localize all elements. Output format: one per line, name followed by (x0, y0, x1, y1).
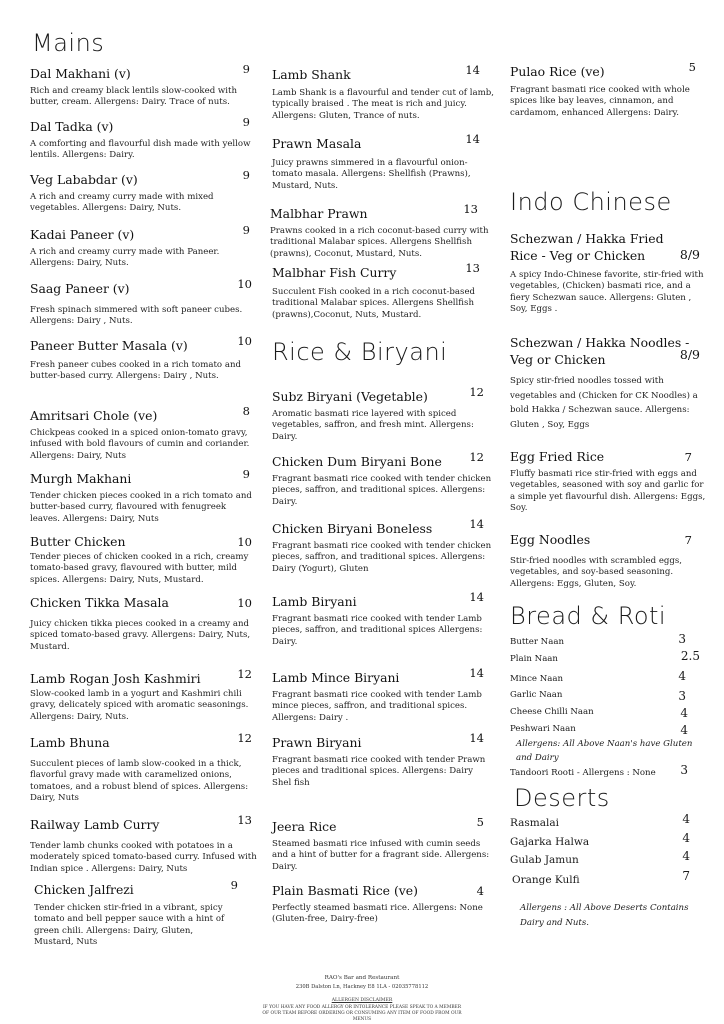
item-description: Juicy chicken tikka pieces cooked in a creamy and spiced tomato-based gravy. Allergens: Dairy, Nuts, Mustard. (30, 619, 251, 652)
item-price: 9 (242, 223, 250, 237)
indo-chinese-title: Indo Chinese (510, 188, 672, 216)
dessert-name: Orange Kulfi (512, 874, 580, 886)
bread-price: 3 (678, 689, 686, 703)
naan-allergen-note: Allergens: All Above Naan's have Gluten and Dairy (516, 739, 693, 763)
item-price: 9 (242, 62, 250, 76)
item-description: Perfectly steamed basmati rice. Allergens: None (Gluten-free, Dairy-free) (272, 903, 483, 925)
item-description: Steamed basmati rice infused with cumin seeds and a hint of butter for a fragrant side. Allergens: Dairy. (272, 839, 490, 872)
dessert-name: Gulab Jamun (510, 854, 579, 866)
item-description: A comforting and flavourful dish made with yellow lentils. Allergens: Dairy. (30, 139, 251, 161)
item-name: Schezwan / Hakka Noodles - Veg or Chicken (510, 335, 690, 367)
item-name: Chicken Jalfrezi (34, 882, 134, 897)
item-price: 9 (242, 467, 250, 481)
item-description: Succulent Fish cooked in a rich coconut-based traditional Malabar spices. Allergens Shellfish (prawns),Coconut, Nuts, Mustard. (272, 287, 476, 320)
item-price: 13 (463, 202, 478, 216)
footer (262, 974, 462, 1023)
bread-price: 4 (678, 669, 686, 683)
item-price: 10 (237, 277, 252, 291)
item-name: Schezwan / Hakka Fried Rice - Veg or Chicken (510, 231, 664, 263)
item-price: 9 (230, 878, 238, 892)
item-description: A spicy Indo-Chinese favorite, stir-fried with vegetables, (Chicken) basmati rice, and a fiery Schezwan sauce. Allergens: Gluten , Soy, Eggs . (510, 270, 704, 315)
item-name: Lamb Shank (272, 67, 351, 82)
bread-name: Garlic Naan (510, 690, 563, 700)
dessert-price: 7 (682, 869, 690, 883)
bread-name: Cheese Chilli Naan (510, 707, 594, 717)
item-description: Fresh spinach simmered with soft paneer cubes. Allergens: Dairy , Nuts. (30, 305, 243, 327)
bread-name: Mince Naan (510, 674, 564, 684)
item-description: Tender chicken pieces cooked in a rich tomato and butter-based curry, flavoured with fenugreek leaves. Allergens: Dairy, Nuts (30, 491, 252, 524)
menu-item (30, 534, 258, 586)
item-price: 7 (684, 450, 692, 464)
item-price: 8 (242, 404, 250, 418)
item-price: 10 (237, 535, 252, 549)
menu-item (30, 334, 258, 383)
item-name: Subz Biryani (Vegetable) (272, 389, 428, 404)
item-price: 13 (465, 261, 480, 275)
item-description: A rich and creamy curry made with mixed vegetables. Allergens: Dairy, Nuts. (30, 192, 214, 214)
menu-item (272, 731, 494, 789)
bread-item (510, 723, 700, 737)
bread-item (510, 669, 700, 687)
menu-item (272, 261, 494, 321)
item-description: Fragrant basmati rice cooked with tender chicken pieces, saffron, and traditional spices. Allergens: Dairy. (272, 474, 492, 507)
menu-item (30, 467, 258, 525)
dessert-price: 4 (682, 831, 690, 845)
bread-price: 4 (680, 723, 688, 737)
item-price: 12 (237, 731, 252, 745)
menu-item (510, 230, 706, 316)
item-name: Chicken Dum Biryani Bone (272, 454, 442, 469)
item-description: Tender lamb chunks cooked with potatoes in a moderately spiced tomato-based curry. Infused with Indian spice . Allergens: Dairy, Nuts (30, 841, 257, 874)
menu-item (270, 202, 492, 260)
item-price: 13 (237, 813, 252, 827)
item-name: Pulao Rice (ve) (510, 64, 605, 79)
bread-price: 3 (678, 632, 686, 646)
item-description: Lamb Shank is a flavourful and tender cut of lamb, typically braised . The meat is rich and juicy. Allergens: Gluten, Trance of nuts. (272, 88, 494, 121)
item-name: Lamb Mince Biryani (272, 670, 400, 685)
rice-biryani-title: Rice & Biryani (272, 338, 448, 366)
menu-item (510, 60, 706, 119)
menu-item (510, 532, 706, 590)
item-description: A rich and creamy curry made with Paneer. Allergens: Dairy, Nuts. (30, 247, 220, 269)
item-name: Amritsari Chole (ve) (30, 408, 158, 423)
bread-name: Butter Naan (510, 637, 564, 647)
menu-item (272, 883, 494, 926)
desert-allergen-note: Allergens : All Above Deserts Contains Dairy and Nuts. (520, 903, 689, 928)
dessert-name: Rasmalai (510, 817, 559, 829)
item-price: 5 (476, 815, 484, 829)
menu-item (30, 595, 258, 653)
item-description: Fragrant basmati rice cooked with whole spices like bay leaves, cinnamon, and cardamom, enhanced Allergens: Dairy. (510, 85, 690, 118)
item-price: 12 (237, 667, 252, 681)
item-name: Saag Paneer (v) (30, 281, 130, 296)
item-price: 12 (469, 385, 484, 399)
bread-item (510, 649, 700, 667)
item-name: Plain Basmati Rice (ve) (272, 883, 418, 898)
menu-item (30, 168, 258, 215)
menu-item (30, 731, 258, 805)
item-price: 14 (469, 517, 484, 531)
item-description: Fragrant basmati rice cooked with tender chicken pieces, saffron, and traditional spices. Allergens: Dairy (Yogurt), Gluten (272, 541, 492, 574)
dessert-item (510, 812, 690, 832)
item-name: Egg Noodles (510, 532, 591, 547)
item-price: 14 (465, 132, 480, 146)
menu-item (510, 334, 706, 432)
bread-name: Peshwari Naan (510, 724, 576, 734)
dessert-price: 4 (682, 812, 690, 826)
item-name: Veg Lababdar (v) (30, 172, 138, 187)
menu-item (30, 223, 258, 270)
dessert-item (510, 831, 690, 851)
item-name: Butter Chicken (30, 534, 126, 549)
allergen-disclaimer-text: IF YOU HAVE ANY FOOD ALLERGY OR INTOLERANCE PLEASE SPEAK TO A MEMBER OF OUR TEAM BEFORE ORDERING OR CONSUMING ANY ITEM OF FOOD FROM OUR MENUS (262, 1005, 462, 1022)
item-description: Stir-fried noodles with scrambled eggs, vegetables, and soy-based seasoning. Allergens: Eggs, Gluten, Soy. (510, 556, 683, 589)
bread-item (510, 763, 700, 781)
item-description: Fresh paneer cubes cooked in a rich tomato and butter-based curry. Allergens: Dairy , Nuts. (30, 360, 241, 382)
restaurant-name: RAO's Bar and Restaurant (324, 975, 400, 981)
bread-item (510, 689, 700, 703)
item-name: Jeera Rice (272, 819, 337, 834)
item-price: 4 (476, 884, 484, 898)
bread-item (510, 706, 700, 720)
menu-item (30, 813, 258, 875)
item-price: 12 (469, 450, 484, 464)
item-name: Prawn Biryani (272, 735, 362, 750)
item-description: Tender pieces of chicken cooked in a rich, creamy tomato-based gravy, flavoured with butter, mild spices. Allergens: Dairy, Nuts, Mustard. (30, 552, 249, 585)
item-price: 8/9 (679, 347, 700, 362)
item-name: Malbhar Prawn (270, 206, 368, 221)
item-description: Rich and creamy black lentils slow-cooked with butter, cream. Allergens: Dairy. Trace of nuts. (30, 86, 238, 108)
item-name: Murgh Makhani (30, 471, 132, 486)
item-price: 8/9 (679, 247, 700, 262)
item-description: Fragrant basmati rice cooked with tender Lamb mince pieces, saffron, and traditional spices. Allergens: Dairy . (272, 690, 482, 723)
deserts-title: Deserts (514, 784, 610, 812)
item-description: Fragrant basmati rice cooked with tender Prawn pieces and traditional spices. Allergens: Dairy Shel fish (272, 755, 486, 788)
item-name: Prawn Masala (272, 136, 362, 151)
item-description: Fragrant basmati rice cooked with tender Lamb pieces, saffron, and traditional spices Allergens: Dairy. (272, 614, 483, 647)
item-name: Lamb Biryani (272, 594, 357, 609)
item-name: Chicken Biryani Boneless (272, 521, 433, 536)
item-name: Egg Fried Rice (510, 449, 605, 464)
item-description: Juicy prawns simmered in a flavourful onion-tomato masala. Allergens: Shellfish (Prawns), Mustard, Nuts. (272, 158, 471, 191)
item-description: Prawns cooked in a rich coconut-based curry with traditional Malabar spices. Allergens Shellfish (prawns), Coconut, Mustard, Nuts. (270, 226, 489, 259)
item-name: Lamb Bhuna (30, 735, 110, 750)
dessert-name: Gajarka Halwa (510, 836, 590, 848)
menu-item (272, 517, 494, 575)
menu-item (30, 277, 258, 328)
item-name: Railway Lamb Curry (30, 817, 160, 832)
bread-item (510, 632, 700, 650)
item-price: 9 (242, 115, 250, 129)
item-price: 10 (237, 596, 252, 610)
menu-item (30, 667, 258, 723)
item-name: Paneer Butter Masala (v) (30, 338, 188, 353)
item-description: Spicy stir-fried noodles tossed with vegetables and (Chicken for CK Noodles) a bold Hakka / Schezwan sauce. Allergens: Gluten , Soy, Eggs (510, 376, 698, 430)
bread-price: 3 (680, 763, 688, 777)
item-price: 14 (465, 63, 480, 77)
item-description: Slow-cooked lamb in a yogurt and Kashmiri chili gravy, delicately spiced with aromatic seasonings. Allergens: Dairy, Nuts. (30, 689, 249, 722)
item-description: Fluffy basmati rice stir-fried with eggs and vegetables, seasoned with soy and garlic for a simple yet flavourful dish. Allergens: Eggs, Soy. (510, 469, 706, 514)
menu-item (34, 878, 262, 949)
mains-title: Mains (32, 29, 105, 57)
menu-item (30, 115, 258, 162)
item-price: 14 (469, 590, 484, 604)
menu-item (30, 62, 258, 109)
allergen-disclaimer-heading: ALLERGEN DISCLAIMER (331, 998, 393, 1003)
item-name: Dal Tadka (v) (30, 119, 114, 134)
bread-name: Tandoori Rooti - Allergens : None (510, 768, 656, 778)
item-name: Chicken Tikka Masala (30, 595, 169, 610)
menu-item (272, 666, 494, 724)
item-description: Tender chicken stir-fried in a vibrant, spicy tomato and bell pepper sauce with a hint of green chili. Allergens: Dairy, Gluten, Mustard, Nuts (34, 903, 225, 948)
item-price: 5 (688, 60, 696, 74)
menu-item (30, 404, 258, 462)
dessert-item (512, 869, 692, 889)
item-price: 14 (469, 666, 484, 680)
bread-price: 2.5 (680, 649, 700, 663)
item-price: 14 (469, 731, 484, 745)
menu-item (272, 385, 494, 443)
menu-item (510, 449, 706, 515)
menu-item (272, 815, 494, 873)
item-price: 9 (242, 168, 250, 182)
item-price: 10 (237, 334, 252, 348)
item-description: Aromatic basmati rice layered with spiced vegetables, saffron, and fresh mint. Allergens: Dairy. (272, 409, 474, 442)
item-name: Kadai Paneer (v) (30, 227, 135, 242)
dessert-price: 4 (682, 849, 690, 863)
item-name: Dal Makhani (v) (30, 66, 131, 81)
dessert-item (510, 849, 690, 869)
item-price: 7 (684, 533, 692, 547)
menu-item (272, 450, 494, 508)
menu-item (272, 63, 494, 122)
restaurant-address: 230B Dalston Ln, Hackney E8 1LA - 02035778112 (295, 984, 429, 990)
item-name: Lamb Rogan Josh Kashmiri (30, 671, 201, 686)
item-description: Chickpeas cooked in a spiced onion-tomato gravy, infused with bold flavours of cumin and coriander. Allergens: Dairy, Nuts (30, 428, 250, 461)
item-description: Succulent pieces of lamb slow-cooked in a thick, flavorful gravy made with caramelized onions, tomatoes, and a robust blend of spices. Allergens: Dairy, Nuts (30, 759, 249, 804)
bread-name: Plain Naan (510, 654, 558, 664)
menu-item (272, 132, 494, 192)
bread-price: 4 (680, 706, 688, 720)
menu-item (272, 590, 494, 648)
item-name: Malbhar Fish Curry (272, 265, 397, 280)
bread-roti-title: Bread & Roti (510, 602, 667, 630)
